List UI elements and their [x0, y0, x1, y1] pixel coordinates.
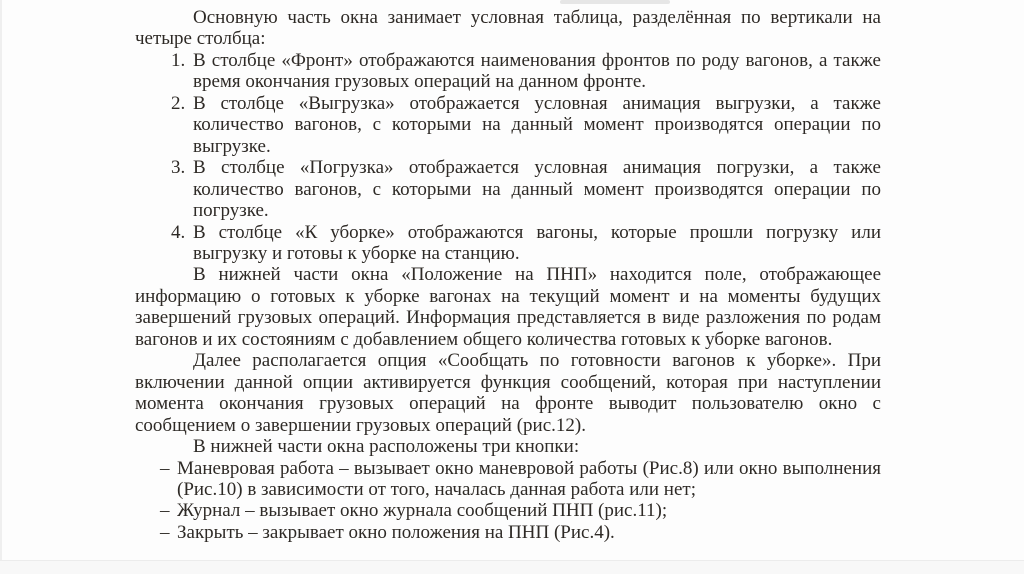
- item-text: Журнал – вызывает окно журнала сообщений ПНП (рис.11);: [177, 500, 668, 522]
- paragraph-buttons-intro: В нижней части окна расположены три кнопки:: [193, 436, 580, 458]
- item-text: Закрыть – закрывает окно положения на ПНП (Рис.4).: [177, 521, 615, 543]
- item-text: В столбце «Выгрузка» отображается условная анимация выгрузки, а также количество вагонов, с которыми на данный момент производятся операции по выгрузке.: [193, 92, 881, 157]
- item-number: 1.: [171, 49, 186, 71]
- item-text: В столбце «Погрузка» отображается условная анимация погрузки, а также количество вагонов, с которыми на данный момент производятся операции по погрузке.: [193, 157, 881, 222]
- numbered-item-1: [135, 50, 881, 93]
- dash-marker: –: [160, 521, 170, 543]
- paragraph-intro: Основную часть окна занимает условная таблица, разделённая по вертикали на четыре столбца:: [135, 7, 881, 50]
- scan-artifact: [560, 0, 670, 4]
- dash-list: [135, 458, 881, 544]
- paragraph-pnp-field: В нижней части окна «Положение на ПНП» находится поле, отображающее информацию о готовых к уборке вагонах на текущий момент и на моменты будущих завершений грузовых операций. Информация представляется в виде разложения по родам вагонов и их состояниям с добавлением общего количества готовых к уборке вагонов.: [135, 264, 881, 350]
- dash-marker: –: [160, 457, 170, 479]
- item-text: Маневровая работа – вызывает окно маневровой работы (Рис.8) или окно выполнения (Рис.10) в зависимости от того, началась данная работа или нет;: [177, 457, 881, 500]
- numbered-item-3: [135, 157, 881, 221]
- numbered-item-2: [135, 93, 881, 157]
- item-text: В столбце «Фронт» отображаются наименования фронтов по роду вагонов, а также время окончания грузовых операций на данном фронте.: [193, 49, 881, 93]
- item-number: 3.: [171, 157, 186, 179]
- numbered-list: [135, 50, 881, 265]
- dash-item-2: [135, 500, 881, 521]
- paragraph-notify-option: Далее располагается опция «Сообщать по готовности вагонов к уборке». При включении данной опции активируется функция сообщений, которая при наступлении момента окончания грузовых операций на фронте выводит пользователю окно с сообщением о завершении грузовых операций (рис.12).: [135, 350, 881, 436]
- item-number: 4.: [171, 221, 186, 243]
- document-content: [135, 7, 881, 543]
- dash-marker: –: [160, 500, 170, 522]
- page-left-edge-line: [0, 0, 2, 574]
- item-number: 2.: [171, 92, 186, 114]
- item-text: В столбце «К уборке» отображаются вагоны, которые прошли погрузку или выгрузку и готовы к уборке на станцию.: [193, 221, 881, 264]
- numbered-item-4: [135, 222, 881, 265]
- page-bottom-strip: [0, 560, 1024, 574]
- dash-item-1: [135, 458, 881, 501]
- dash-item-3: [135, 522, 881, 543]
